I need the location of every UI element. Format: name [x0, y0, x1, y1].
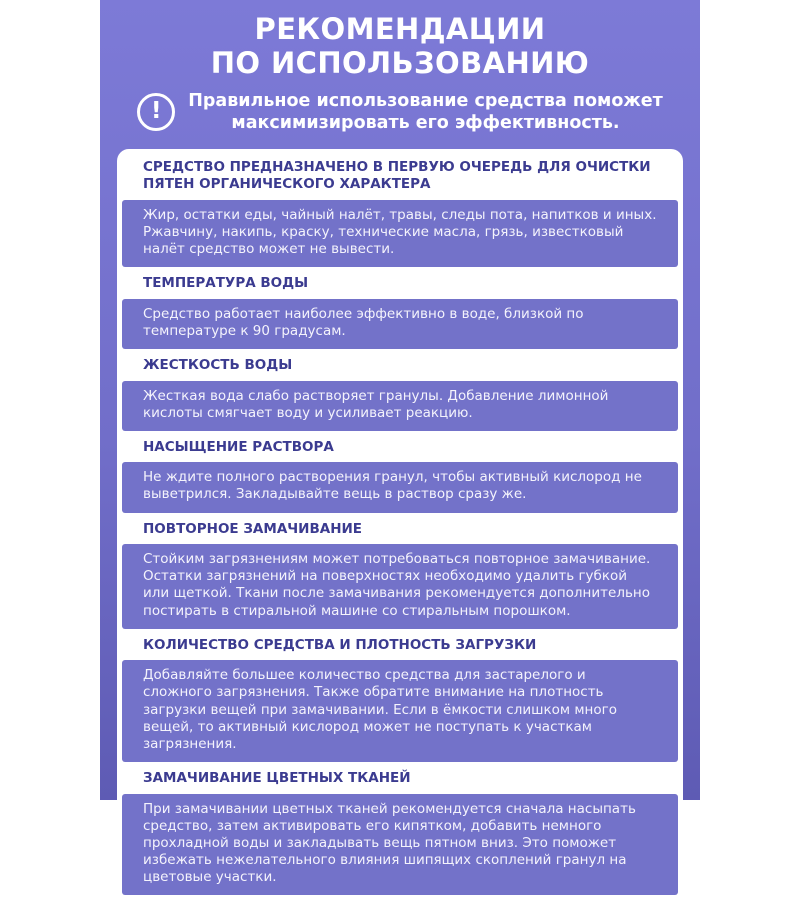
page-title-line-1: РЕКОМЕНДАЦИИ: [254, 12, 546, 46]
section-body-repeat-soaking: Стойким загрязнениям может потребоваться повторное замачивание. Остатки загрязнений на поверхностях необходимо удалить губкой или щеткой. Ткани после замачивания рекомендуется дополнительно постирать в стиральной машине со стиральным порошком.: [122, 544, 678, 629]
section-heading-solution-saturation: НАСЫЩЕНИЕ РАСТВОРА: [143, 438, 334, 455]
section-body-water-hardness: Жесткая вода слабо растворяет гранулы. Добавление лимонной кислоты смягчает воду и усиливает реакцию.: [122, 381, 678, 431]
section-heading-repeat-soaking: ПОВТОРНОЕ ЗАМАЧИВАНИЕ: [143, 520, 363, 537]
page-title-line-2: ПО ИСПОЛЬЗОВАНИЮ: [210, 45, 590, 80]
section-heading-water-hardness: ЖЕСТКОСТЬ ВОДЫ: [143, 356, 293, 373]
section-body-colored-fabrics: При замачивании цветных тканей рекомендуется сначала насыпать средство, затем активировать его кипятком, добавить немного прохладной воды и закладывать вещь пятном вниз. Это поможет избежать нежелательного влияния шипящих скоплений гранул на цветовые участки.: [122, 794, 678, 896]
section-heading-purpose: СРЕДСТВО ПРЕДНАЗНАЧЕНО В ПЕРВУЮ ОЧЕРЕДЬ ДЛЯ ОЧИСТКИ ПЯТЕН ОРГАНИЧЕСКОГО ХАРАКТЕРА: [143, 158, 651, 193]
section-body-water-temperature: Средство работает наиболее эффективно в воде, близкой по температуре к 90 градусам.: [122, 299, 678, 349]
notice-text-line-2: максимизировать его эффективность.: [231, 113, 620, 134]
notice-banner: [100, 90, 700, 135]
section-body-purpose: Жир, остатки еды, чайный налёт, травы, следы пота, напитков и иных. Ржавчину, накипь, краску, технические масла, грязь, известковый налёт средство может не вывести.: [122, 200, 678, 267]
purple-backdrop: [100, 0, 700, 886]
section-heading-colored-fabrics: ЗАМАЧИВАНИЕ ЦВЕТНЫХ ТКАНЕЙ: [143, 769, 411, 786]
section-body-solution-saturation: Не ждите полного растворения гранул, чтобы активный кислород не выветрился. Закладывайте вещь в раствор сразу же.: [122, 462, 678, 512]
exclamation-circle-icon: [137, 93, 175, 131]
section-heading-amount-and-load: КОЛИЧЕСТВО СРЕДСТВА И ПЛОТНОСТЬ ЗАГРУЗКИ: [143, 636, 537, 653]
page-title: [100, 13, 700, 81]
section-heading-water-temperature: ТЕМПЕРАТУРА ВОДЫ: [143, 275, 309, 292]
section-body-amount-and-load: Добавляйте большее количество средства для застарелого и сложного загрязнения. Также обратите внимание на плотность загрузки вещей при замачивании. Если в ёмкости слишком много вещей, то активный кислород может не поступать к участкам загрязнения.: [122, 660, 678, 762]
recommendations-card: [117, 149, 683, 907]
notice-text-line-1: Правильное использование средства поможет: [188, 90, 663, 111]
exclamation-glyph: !: [150, 97, 162, 124]
notice-text: [188, 90, 663, 135]
